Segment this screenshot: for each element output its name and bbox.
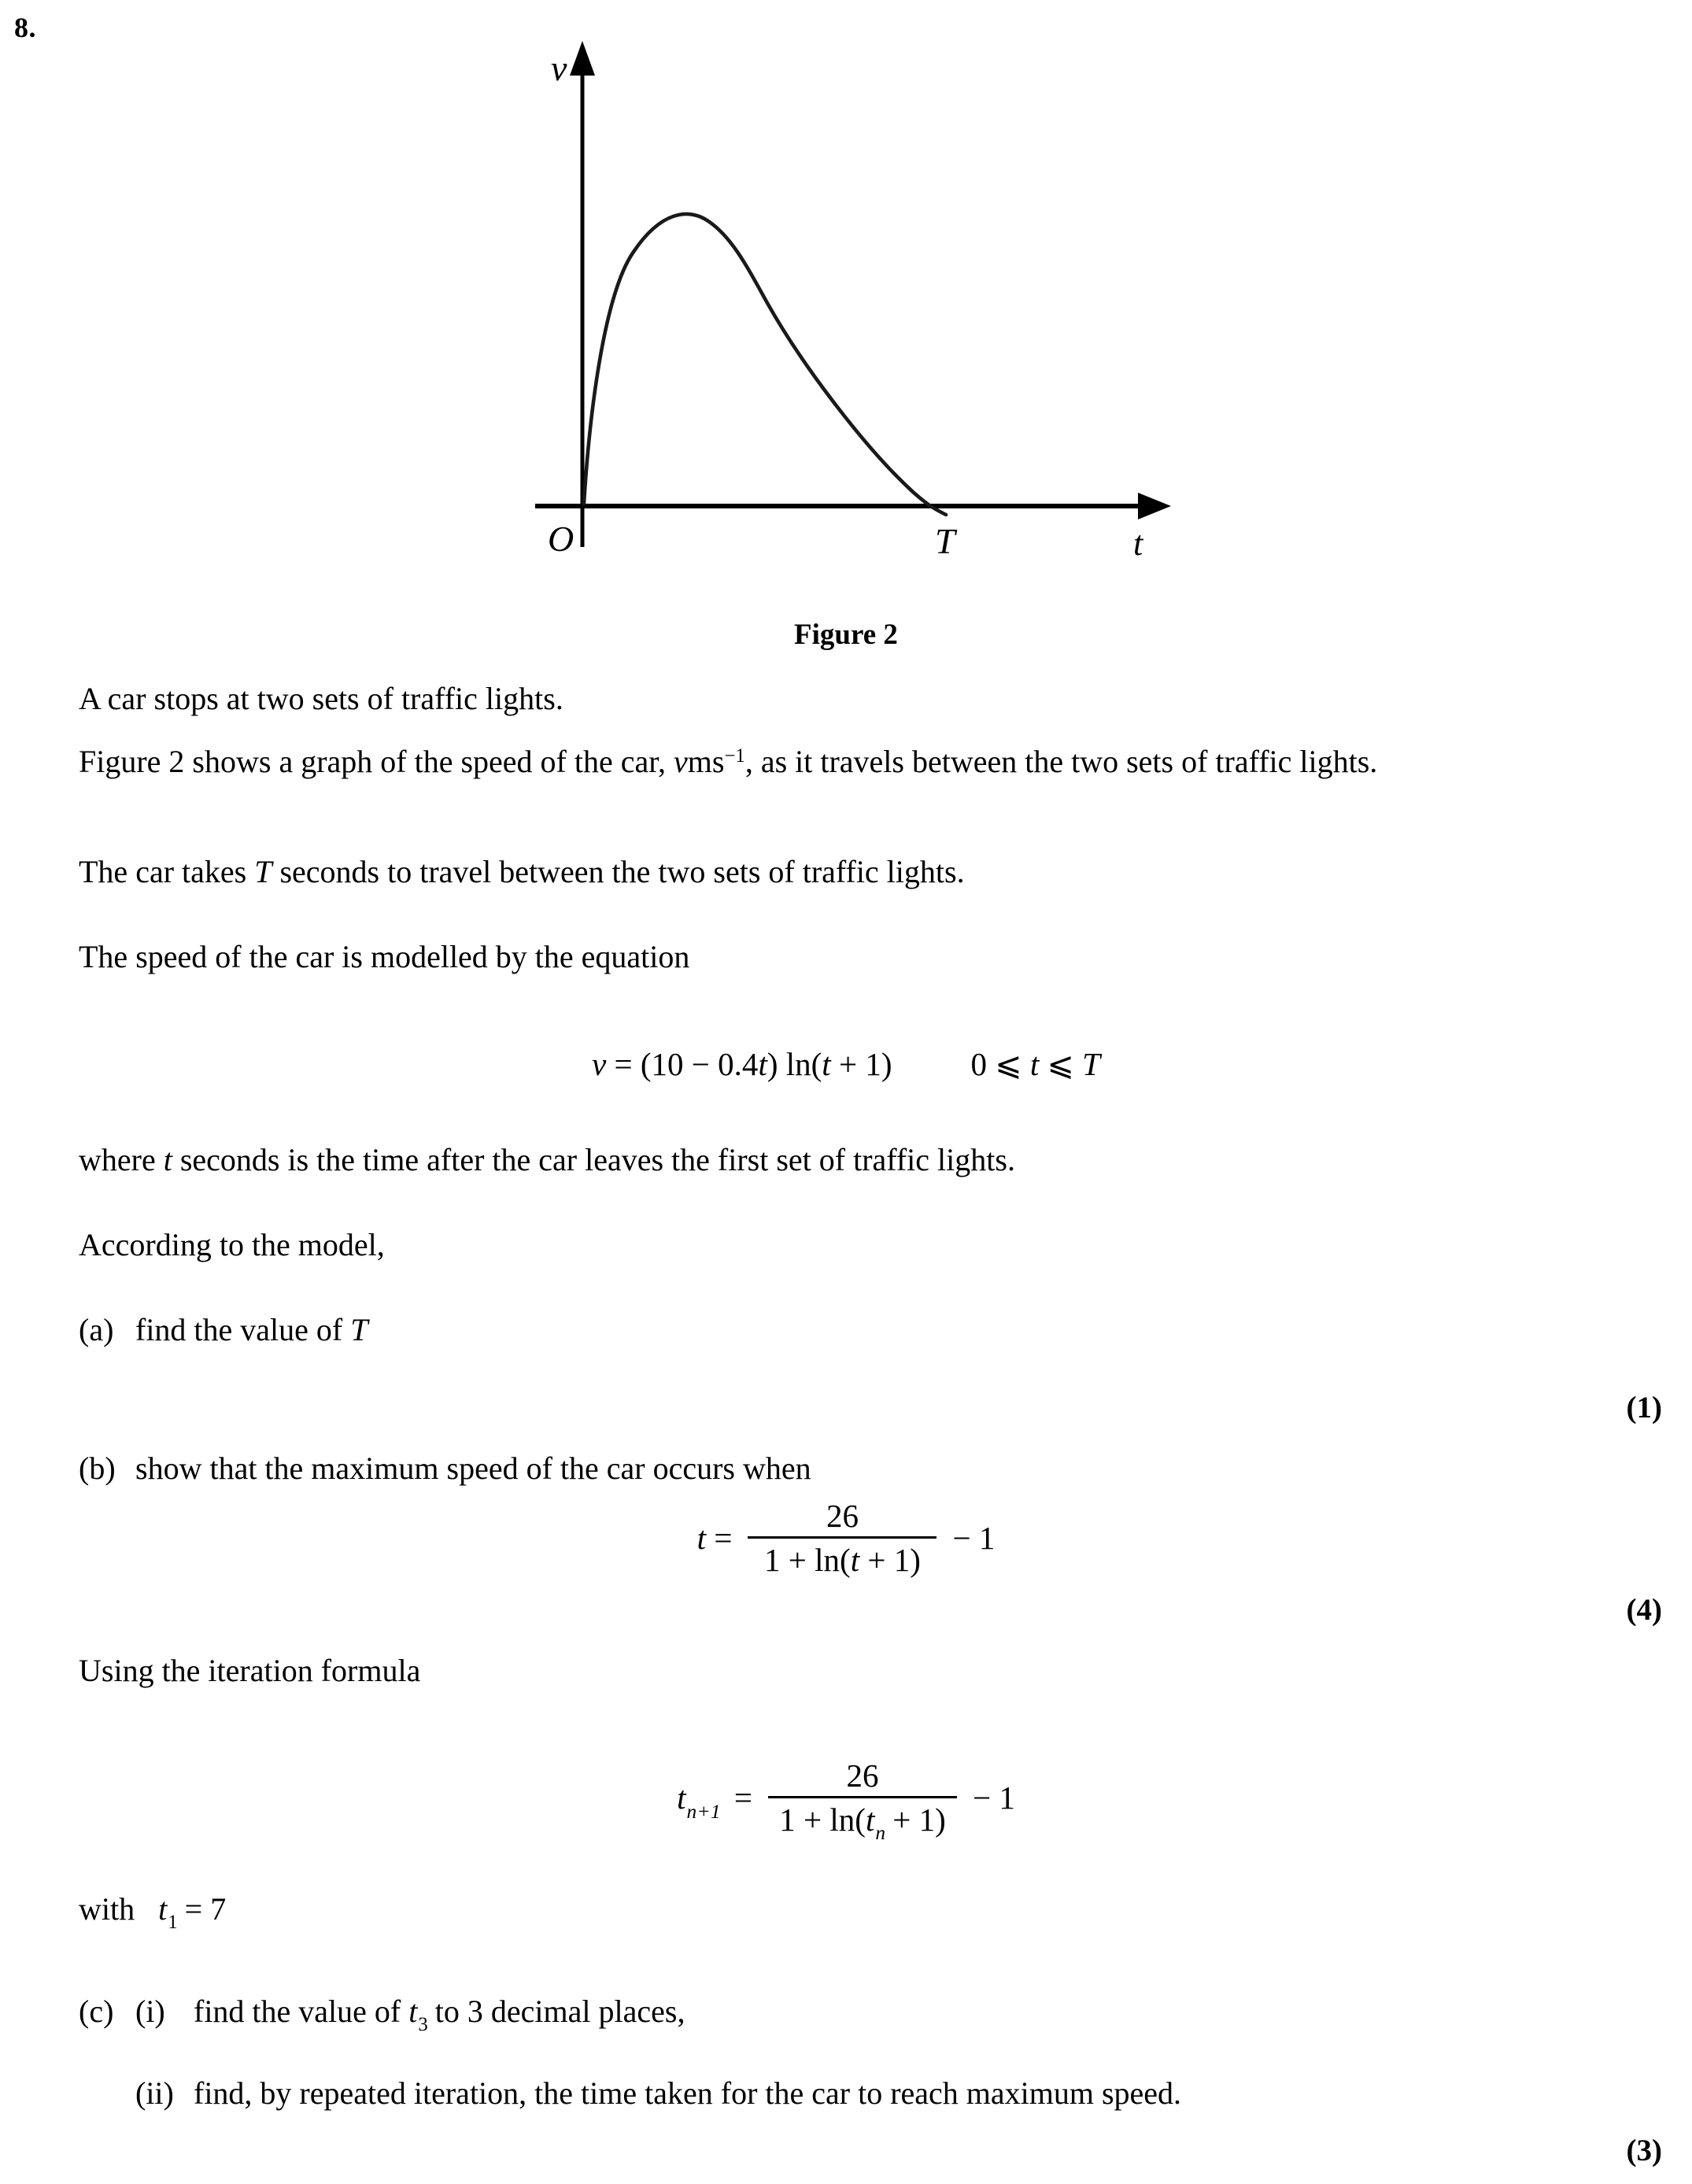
part-a-label: (a) — [79, 1312, 114, 1347]
eq-it-numerator: 26 — [846, 1757, 879, 1794]
time-T-pre: The car takes — [79, 854, 255, 889]
figure-desc-part1: Figure 2 shows a graph of the speed of the car, — [79, 744, 674, 779]
part-b-text: show that the maximum speed of the car occurs when — [135, 1450, 811, 1486]
paragraph-time-T — [79, 852, 1464, 893]
speed-time-graph — [472, 31, 1228, 582]
variable-t: t — [163, 1142, 172, 1177]
part-c-ii — [135, 2073, 1473, 2115]
eq-t-2: t — [822, 1046, 831, 1082]
variable-v: v — [673, 744, 688, 779]
figure-caption: Figure 2 — [794, 619, 898, 651]
eq-range-T: T — [1082, 1046, 1100, 1082]
part-c-i-post: to 3 decimal places, — [427, 1994, 685, 2029]
equation-max-speed — [0, 1499, 1692, 1577]
eq-body-1: = (10 − 0.4 — [606, 1046, 759, 1082]
paragraph-intro-text: A car stops at two sets of traffic lights. — [79, 681, 563, 716]
question-number: 8. — [14, 12, 36, 43]
eq-it-den-suffix: + 1) — [885, 1801, 946, 1838]
initial-t: t — [158, 1891, 168, 1927]
eq-b-lhs — [686, 1519, 744, 1557]
x-axis-label: t — [1133, 524, 1143, 563]
eq-b-den-suffix: + 1) — [859, 1541, 921, 1578]
eq-it-subscript: n+1 — [686, 1800, 721, 1823]
units-exponent: −1 — [724, 745, 745, 767]
eq-it-tail: − 1 — [973, 1779, 1015, 1816]
paragraph-according-to-model — [79, 1225, 1464, 1266]
figure-2 — [0, 31, 1692, 651]
initial-with: with — [79, 1891, 135, 1927]
where-pre: where — [79, 1142, 164, 1177]
eq-b-fraction — [748, 1499, 937, 1577]
eq-range-t: t — [1029, 1046, 1040, 1082]
marks-part-c: (3) — [1626, 2134, 1662, 2167]
eq-it-equals: = — [733, 1779, 753, 1816]
part-c-i-label: (i) — [135, 1994, 165, 2029]
part-c-i-pre: find the value of — [194, 1994, 409, 2029]
part-c-label: (c) — [79, 1994, 114, 2029]
paragraph-intro — [79, 678, 1464, 720]
eq-b-den-prefix: 1 + ln( — [764, 1541, 851, 1578]
eq-range-0: 0 ⩽ — [970, 1046, 1030, 1082]
initial-equals: = 7 — [176, 1891, 227, 1927]
eq-it-lhs — [666, 1779, 763, 1823]
y-axis-arrowhead — [570, 41, 595, 76]
variable-T: T — [254, 854, 272, 889]
time-T-post: seconds to travel between the two sets of traffic lights. — [272, 854, 965, 889]
origin-label: O — [548, 519, 574, 559]
paragraph-figure-description — [79, 741, 1464, 783]
part-a-variable: T — [350, 1312, 368, 1347]
paragraph-initial-value — [79, 1889, 1464, 1934]
part-c-i-variable: t — [408, 1994, 418, 2029]
eq-it-fraction — [768, 1757, 957, 1845]
part-c-ii-text: find, by repeated iteration, the time taken for the car to reach maximum speed. — [194, 2075, 1182, 2111]
y-axis-label: v — [551, 48, 567, 88]
eq-b-tail: − 1 — [952, 1520, 996, 1557]
figure-desc-part2: , as it travels between the two sets of traffic lights. — [744, 744, 1378, 779]
part-c-i — [79, 1991, 1464, 2036]
part-c-ii-label: (ii) — [135, 2075, 174, 2111]
eq-it-denominator — [771, 1798, 954, 1845]
part-a-text: find the value of — [135, 1312, 351, 1347]
eq-t-1: t — [758, 1046, 767, 1082]
eq-body-2: ) ln( — [767, 1046, 822, 1082]
model-text: The speed of the car is modelled by the equation — [79, 939, 690, 974]
eq-it-den-t: t — [865, 1801, 875, 1838]
marks-part-a: (1) — [1626, 1391, 1662, 1425]
t-value-label: T — [935, 521, 955, 561]
eq-b-den-t: t — [850, 1541, 860, 1578]
according-text: According to the model, — [79, 1227, 385, 1262]
eq-b-equals: = — [706, 1520, 733, 1557]
eq-b-numerator: 26 — [826, 1498, 859, 1534]
paragraph-iteration-intro — [79, 1650, 1464, 1692]
part-b — [79, 1448, 1464, 1490]
eq-it-den-subscript: n — [875, 1822, 886, 1845]
equation-speed-model — [0, 1045, 1692, 1083]
eq-b-denominator — [756, 1539, 929, 1577]
part-a — [79, 1310, 1464, 1351]
equation-iteration-formula — [0, 1757, 1692, 1845]
eq-v: v — [592, 1046, 607, 1082]
eq-it-t: t — [677, 1779, 686, 1816]
eq-range-le: ⩽ — [1039, 1046, 1083, 1082]
x-axis-arrowhead — [1138, 493, 1171, 519]
iteration-intro-text: Using the iteration formula — [79, 1653, 421, 1688]
initial-subscript: 1 — [168, 1912, 178, 1934]
part-b-label: (b) — [79, 1450, 116, 1486]
eq-it-den-prefix: 1 + ln( — [779, 1801, 866, 1838]
marks-part-b: (4) — [1626, 1593, 1662, 1627]
paragraph-model — [79, 937, 1464, 978]
eq-b-t: t — [696, 1520, 707, 1557]
velocity-curve — [584, 214, 946, 515]
where-post: seconds is the time after the car leaves the first set of traffic lights. — [172, 1142, 1015, 1177]
paragraph-where-t — [79, 1140, 1464, 1181]
part-c-i-subscript: 3 — [418, 2014, 428, 2036]
eq-body-3: + 1) — [830, 1046, 892, 1082]
units-ms: ms — [687, 744, 725, 779]
